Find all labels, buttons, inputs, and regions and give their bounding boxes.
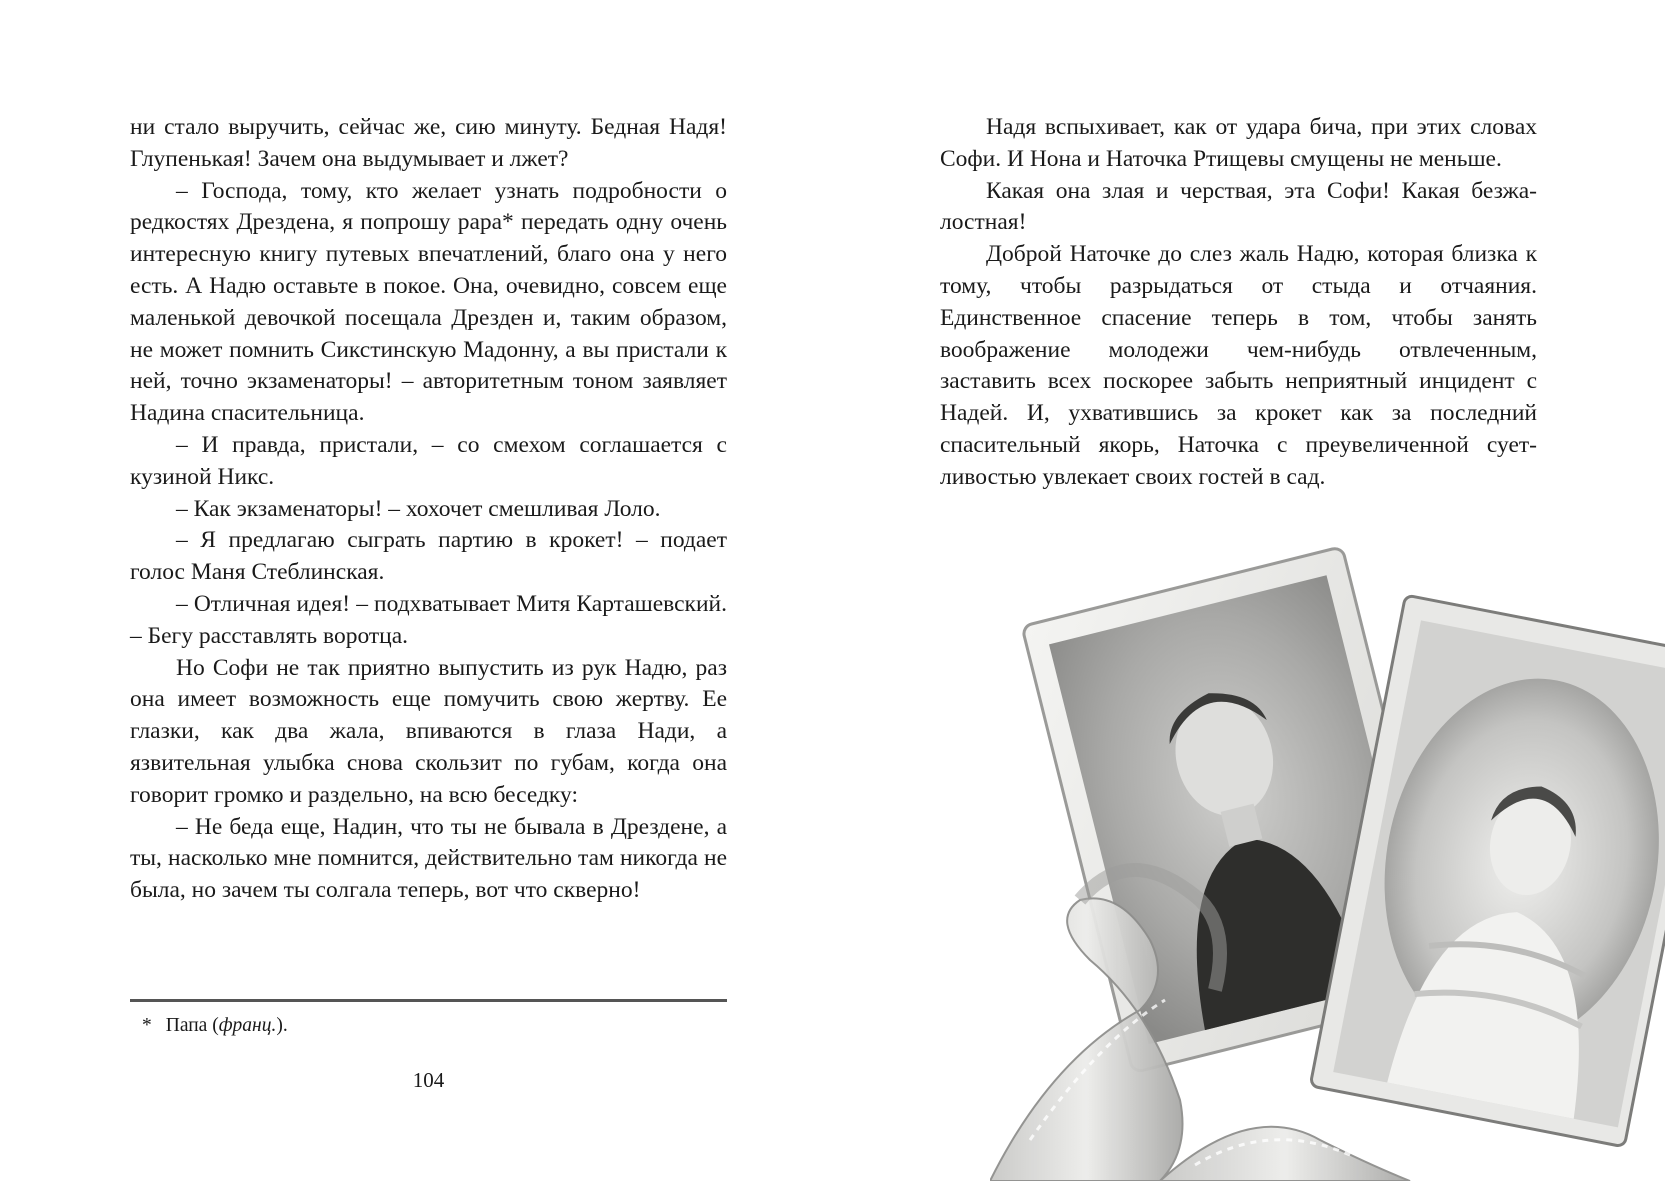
left-page-body xyxy=(130,112,727,907)
footnote-text-after: ). xyxy=(276,1015,288,1036)
paragraph: – Господа, тому, кто желает узнать подробности о редкостях Дрездена, я попрошу рара* передать одну очень интересную книгу путевых впечатлений, благо она у него есть. А Надю оставьте в покое. Она, очевидно, совсем еще маленькой девочкой посещала Дрезден и, таким образом, не может помнить Сикстинскую Мадонну, а вы пристали к ней, точно экзаменаторы! – авторитетным тоном заявляет Надина спасительница. xyxy=(130,177,727,427)
footnote xyxy=(142,1013,288,1039)
page-number: 104 xyxy=(412,1068,445,1092)
paragraph: Но Софи не так приятно выпустить из рук Надю, раз она имеет возможность еще помучить свою жертву. Ее глазки, как два жала, впиваются в глаза Нади, а язвительная улыбка снова скользит по губам, когда она говорит громко и раздельно, на всю беседку: xyxy=(130,654,727,808)
paragraph: Надя вспыхивает, как от удара бича, при этих словах Софи. И Нона и Наточка Ртищевы смущены не меньше. xyxy=(940,114,1537,172)
footnote-divider xyxy=(130,999,727,1002)
footnote-text-before: Папа ( xyxy=(165,1015,219,1036)
left-page xyxy=(0,0,832,1181)
paragraph: Какая она злая и черствая, эта Софи! Какая безжалостная! xyxy=(940,177,1537,236)
paragraph: ни стало выручить, сейчас же, сию минуту. Бедная Надя! Глупенькая! Зачем она выдумывает и лжет? xyxy=(130,114,727,172)
paragraph: – Я предлагаю сыграть партию в крокет! – подает голос Маня Стеблинская. xyxy=(130,527,727,586)
paragraph: – Не беда еще, Надин, что ты не бывала в Дрездене, а ты, насколько мне помнится, действительно там никогда не была, но зачем ты солгала теперь, вот что скверно! xyxy=(130,813,727,904)
right-page-body xyxy=(940,112,1537,494)
paragraph: – Как экзаменаторы! – хохочет смешливая Лоло. xyxy=(176,495,661,522)
vintage-photos-illustration xyxy=(990,540,1665,1181)
paragraph: Доброй Наточке до слез жаль Надю, которая близка к тому, чтобы разрыдаться от стыда и отчаяния. Единственное спасение теперь в том, чтобы занять воображение молодежи чем-нибудь отвлеченным, заставить всех поскорее забыть неприятный инцидент с Надей. И, ухватившись за крокет как за последний спасительный якорь, Наточка с преувеличенной суетливостью увлекает своих гостей в сад. xyxy=(940,241,1537,490)
paragraph: – Отличная идея! – подхватывает Митя Карташевский. – Бегу расставлять воротца. xyxy=(130,590,727,649)
footnote-text-italic: франц. xyxy=(218,1015,277,1036)
paragraph: – И правда, пристали, – со смехом соглашается с кузиной Никс. xyxy=(130,431,727,490)
footnote-mark: * xyxy=(142,1015,152,1036)
